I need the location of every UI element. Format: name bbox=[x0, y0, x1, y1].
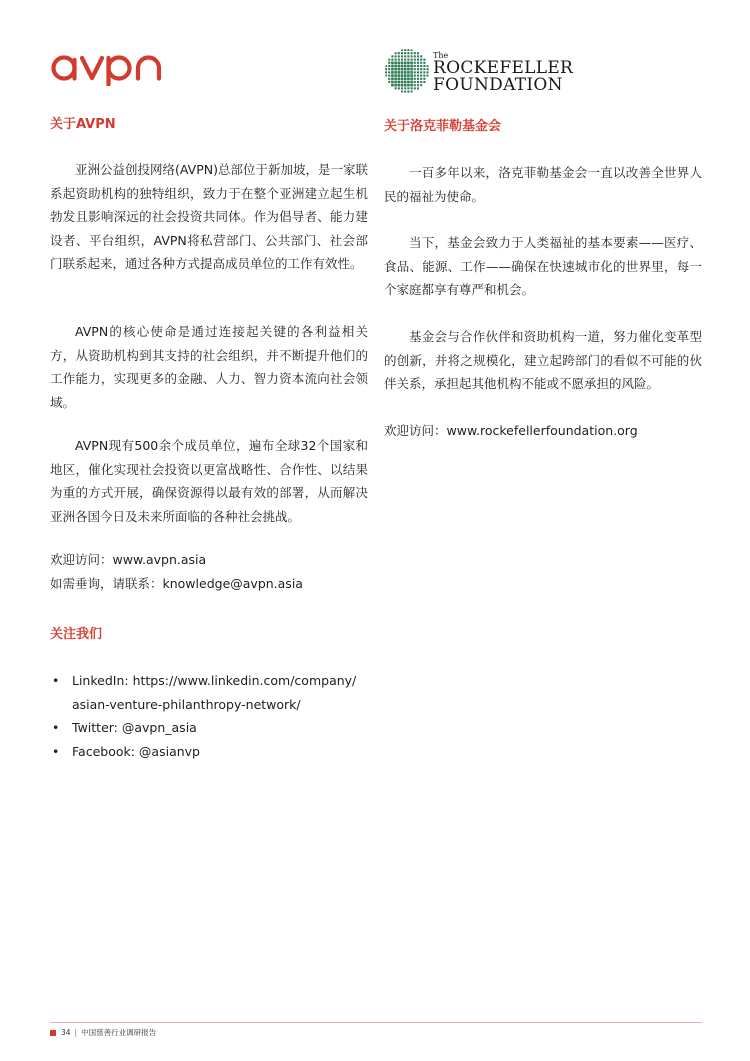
globe-dot bbox=[398, 68, 401, 71]
avpn-contact: 如需垂询，请联系：knowledge@avpn.asia bbox=[50, 576, 303, 591]
globe-dot bbox=[411, 55, 413, 57]
globe-dot bbox=[420, 68, 422, 70]
footer bbox=[50, 1028, 156, 1038]
globe-dot bbox=[407, 71, 410, 74]
globe-dot bbox=[414, 71, 416, 73]
globe-dot bbox=[427, 75, 429, 77]
avpn-paragraph-2: AVPN的核心使命是通过连接起关键的各利益相关方，从资助机构到其支持的社会组织，并不断提升他们的工作能力，实现更多的金融、人力、智力资本流向社会领域。 bbox=[50, 324, 368, 410]
globe-dot bbox=[417, 84, 419, 86]
globe-dot bbox=[388, 68, 390, 70]
globe-dot bbox=[420, 81, 422, 83]
globe-dot bbox=[423, 68, 425, 70]
globe-dot bbox=[407, 59, 409, 61]
globe-dot bbox=[417, 59, 419, 61]
globe-dot bbox=[420, 65, 422, 67]
rf-logo-the: The bbox=[433, 51, 449, 60]
globe-dot bbox=[420, 78, 422, 80]
globe-dot bbox=[388, 62, 390, 64]
globe-dot bbox=[395, 59, 397, 61]
globe-dot bbox=[410, 71, 413, 74]
globe-dot bbox=[398, 62, 401, 65]
globe-dot bbox=[398, 74, 401, 77]
globe-dot bbox=[388, 75, 390, 77]
globe-dot bbox=[414, 65, 416, 67]
globe-dot bbox=[414, 52, 416, 54]
globe-dot bbox=[398, 52, 400, 54]
globe-dot bbox=[394, 74, 397, 77]
globe-dot bbox=[398, 55, 400, 57]
globe-dot bbox=[420, 75, 422, 77]
globe-dot bbox=[417, 65, 419, 67]
globe-dot bbox=[391, 59, 393, 61]
follow-item-twitter bbox=[50, 716, 370, 740]
rf-heading: 关于洛克菲勒基金会 bbox=[384, 119, 502, 134]
globe-dot bbox=[394, 84, 397, 87]
globe-dot bbox=[391, 65, 394, 68]
page-number: 34 bbox=[61, 1028, 71, 1037]
globe-dot bbox=[391, 78, 394, 81]
globe-dot bbox=[401, 81, 404, 84]
follow-item-linkedin bbox=[50, 669, 370, 716]
globe-dot bbox=[388, 78, 390, 80]
globe-dot bbox=[401, 49, 403, 51]
globe-dot bbox=[404, 84, 407, 87]
footer-divider bbox=[50, 1022, 702, 1023]
globe-dot bbox=[391, 62, 394, 65]
globe-dot bbox=[414, 87, 416, 89]
globe-dot bbox=[394, 78, 397, 81]
bullet: • bbox=[52, 743, 60, 759]
globe-dot bbox=[420, 59, 422, 61]
globe-dot bbox=[404, 91, 406, 93]
globe-dot bbox=[404, 59, 406, 61]
globe-dot bbox=[407, 81, 410, 84]
globe-dot bbox=[401, 55, 403, 57]
globe-dot bbox=[420, 84, 422, 86]
rf-visit: 欢迎访问：www.rockefellerfoundation.org bbox=[384, 423, 638, 438]
globe-dot bbox=[407, 78, 410, 81]
globe-dot bbox=[385, 68, 387, 70]
globe-dot bbox=[407, 91, 409, 93]
globe-dot bbox=[388, 81, 390, 83]
globe-dot bbox=[417, 78, 419, 80]
globe-dot bbox=[395, 87, 397, 89]
globe-dot bbox=[404, 55, 406, 57]
globe-dot bbox=[427, 65, 429, 67]
twitter-line: Twitter: @avpn_asia bbox=[72, 720, 197, 735]
globe-dot bbox=[423, 62, 425, 64]
globe-dot bbox=[401, 68, 404, 71]
globe-dot bbox=[410, 68, 413, 71]
globe-dot bbox=[401, 78, 404, 81]
globe-dot bbox=[407, 84, 410, 87]
globe-icon bbox=[384, 48, 430, 94]
globe-dot bbox=[411, 59, 413, 61]
follow-list bbox=[50, 669, 370, 763]
globe-dot bbox=[395, 52, 397, 54]
globe-dot bbox=[417, 75, 419, 77]
globe-dot bbox=[398, 81, 401, 84]
globe-dot bbox=[404, 52, 406, 54]
globe-dot bbox=[398, 59, 400, 61]
globe-dot bbox=[420, 55, 422, 57]
globe-dot bbox=[427, 68, 429, 70]
rf-logo-line1: ROCKEFELLER bbox=[433, 58, 574, 78]
globe-dot bbox=[407, 74, 410, 77]
globe-dot bbox=[417, 62, 419, 64]
globe-dot bbox=[407, 68, 410, 71]
follow-item-facebook bbox=[50, 740, 370, 764]
globe-dot bbox=[407, 87, 409, 89]
globe-dot bbox=[407, 49, 409, 51]
globe-dot bbox=[417, 55, 419, 57]
globe-dot bbox=[398, 78, 401, 81]
globe-dot bbox=[398, 87, 400, 89]
globe-dot bbox=[410, 74, 413, 77]
globe-dot bbox=[417, 68, 419, 70]
globe-dot bbox=[423, 81, 425, 83]
follow-heading: 关注我们 bbox=[50, 627, 103, 642]
facebook-line: Facebook: @asianvp bbox=[72, 743, 200, 759]
globe-dot bbox=[404, 78, 407, 81]
globe-dot bbox=[407, 55, 409, 57]
globe-dot bbox=[401, 52, 403, 54]
globe-dot bbox=[401, 59, 403, 61]
globe-dot bbox=[401, 87, 403, 89]
globe-dot bbox=[404, 81, 407, 84]
globe-dot bbox=[388, 65, 390, 67]
globe-dot bbox=[417, 52, 419, 54]
globe-dot bbox=[410, 62, 413, 65]
rf-paragraph-3: 基金会与合作伙伴和资助机构一道，努力催化变革型的创新，并将之规模化，建立起跨部门的看似不可能的伙伴关系，承担起其他机构不能或不愿承担的风险。 bbox=[384, 329, 702, 391]
globe-dot bbox=[423, 65, 425, 67]
globe-dot bbox=[404, 68, 407, 71]
globe-dot bbox=[394, 81, 397, 84]
globe-dot bbox=[423, 71, 425, 73]
globe-dot bbox=[404, 62, 407, 65]
globe-dot bbox=[420, 62, 422, 64]
globe-dot bbox=[391, 71, 394, 74]
globe-dot bbox=[404, 87, 406, 89]
rf-logo-line2: FOUNDATION bbox=[433, 75, 563, 95]
globe-dot bbox=[388, 71, 390, 73]
globe-dot bbox=[407, 52, 409, 54]
globe-dot bbox=[411, 87, 413, 89]
rf-paragraph-1: 一百多年以来，洛克菲勒基金会一直以改善全世界人民的福祉为使命。 bbox=[384, 165, 702, 204]
globe-dot bbox=[398, 65, 401, 68]
globe-dot bbox=[414, 78, 416, 80]
avpn-visit: 欢迎访问：www.avpn.asia bbox=[50, 552, 207, 567]
globe-dot bbox=[398, 71, 401, 74]
globe-dot bbox=[388, 59, 390, 61]
globe-dot bbox=[401, 84, 404, 87]
globe-dot bbox=[391, 55, 393, 57]
globe-dot bbox=[401, 62, 404, 65]
globe-dot bbox=[404, 71, 407, 74]
globe-dot bbox=[410, 84, 413, 87]
globe-dot bbox=[417, 81, 419, 83]
rf-paragraph-2: 当下，基金会致力于人类福祉的基本要素——医疗、食品、能源、工作——确保在快速城市化的世界里，每一个家庭都享有尊严和机会。 bbox=[384, 235, 702, 297]
globe-dot bbox=[385, 71, 387, 73]
globe-dot bbox=[423, 59, 425, 61]
footer-separator: | bbox=[74, 1028, 78, 1037]
avpn-paragraph-1: 亚洲公益创投网络(AVPN)总部位于新加坡，是一家联系起资助机构的独特组织，致力于在整个亚洲建立起生机勃发且影响深远的社会投资共同体。作为倡导者、能力建设者、平台组织，AVPN将私营部门、公共部门、社会部门联系起来，通过各种方式提高成员单位的工作有效性。 bbox=[50, 162, 368, 271]
rockefeller-foundation-logo bbox=[384, 48, 574, 96]
globe-dot bbox=[401, 65, 404, 68]
globe-dot bbox=[407, 62, 410, 65]
globe-dot bbox=[391, 68, 394, 71]
globe-dot bbox=[414, 62, 416, 64]
globe-dot bbox=[391, 81, 394, 84]
globe-dot bbox=[404, 49, 406, 51]
globe-dot bbox=[414, 59, 416, 61]
globe-dot bbox=[423, 78, 425, 80]
avpn-heading: 关于AVPN bbox=[50, 117, 116, 132]
linkedin-line-2: asian-venture-philanthropy-network/ bbox=[72, 696, 301, 712]
avpn-paragraph-3: AVPN现有500余个成员单位，遍布全球32个国家和地区，催化实现社会投资以更富战略性、合作性、以结果为重的方式开展，确保资源得以最有效的部署，从而解决亚洲各国今日及未来所面临的各种社会挑战。 bbox=[50, 438, 368, 524]
globe-dot bbox=[420, 71, 422, 73]
globe-dot bbox=[410, 65, 413, 68]
globe-dot bbox=[410, 78, 413, 81]
globe-dot bbox=[391, 74, 394, 77]
globe-dot bbox=[395, 55, 397, 57]
globe-dot bbox=[407, 65, 410, 68]
bullet: • bbox=[52, 673, 60, 688]
globe-dot bbox=[414, 84, 416, 86]
globe-dot bbox=[394, 62, 397, 65]
linkedin-line-1: LinkedIn: https://www.linkedin.com/company/ bbox=[72, 673, 357, 688]
globe-dot bbox=[414, 75, 416, 77]
globe-dot bbox=[398, 84, 401, 87]
globe-dot bbox=[394, 65, 397, 68]
globe-dot bbox=[411, 49, 413, 51]
bullet: • bbox=[52, 720, 60, 735]
footer-square-icon bbox=[50, 1030, 56, 1036]
globe-dot bbox=[417, 87, 419, 89]
globe-dot bbox=[401, 74, 404, 77]
globe-dot bbox=[414, 68, 416, 70]
globe-dot bbox=[411, 52, 413, 54]
globe-dot bbox=[401, 91, 403, 93]
globe-dot bbox=[401, 71, 404, 74]
avpn-logo bbox=[50, 46, 168, 86]
globe-dot bbox=[394, 71, 397, 74]
globe-dot bbox=[427, 71, 429, 73]
globe-dot bbox=[414, 81, 416, 83]
globe-dot bbox=[414, 55, 416, 57]
globe-dot bbox=[411, 91, 413, 93]
globe-dot bbox=[391, 84, 394, 87]
globe-dot bbox=[404, 65, 407, 68]
globe-dot bbox=[410, 81, 413, 84]
globe-dot bbox=[385, 75, 387, 77]
globe-dot bbox=[423, 75, 425, 77]
globe-dot bbox=[417, 71, 419, 73]
globe-dot bbox=[404, 74, 407, 77]
globe-dot bbox=[394, 68, 397, 71]
globe-dot bbox=[385, 65, 387, 67]
footer-title: 中国慈善行业调研报告 bbox=[81, 1028, 157, 1037]
